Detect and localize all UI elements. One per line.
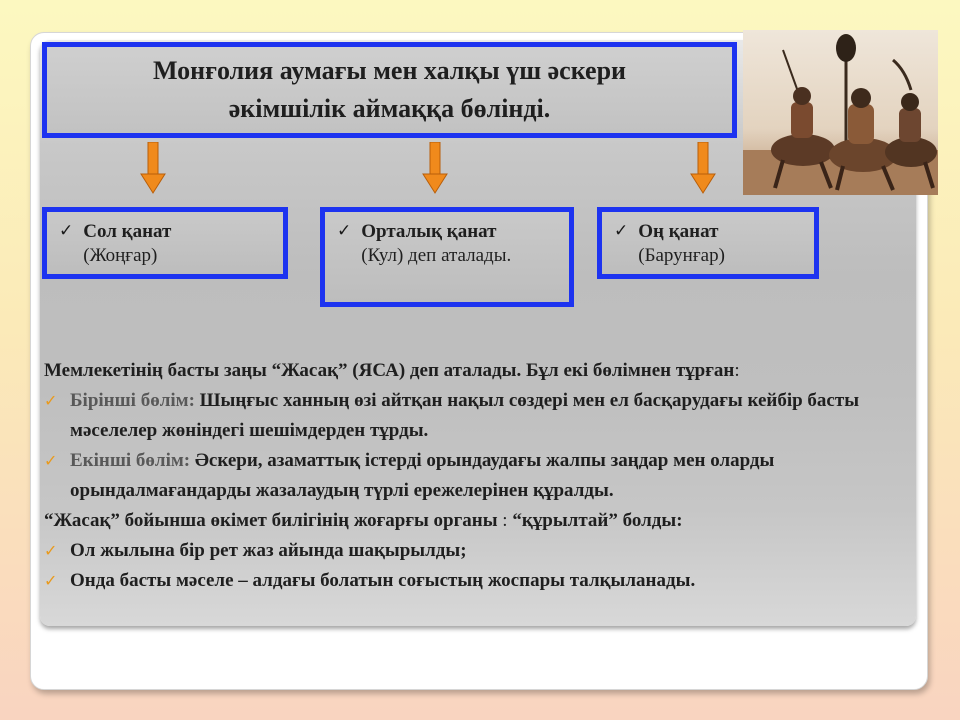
intro-paragraph <box>44 356 924 386</box>
orange-check-icon: ✓ <box>44 451 58 470</box>
list-item <box>44 386 924 446</box>
check-icon: ✓ <box>614 221 629 241</box>
part1-label: Бірінші бөлім: <box>70 390 195 411</box>
mongol-horsemen-photo <box>743 30 938 195</box>
wing-box-left <box>42 207 288 279</box>
down-arrow-icon <box>140 142 166 194</box>
kurultai-colon: : <box>502 510 508 531</box>
title-line-2: әкімшілік аймаққа бөлінді. <box>228 94 551 123</box>
orange-check-icon: ✓ <box>44 571 58 590</box>
wing-name: Оң қанат <box>638 221 719 242</box>
list-item <box>44 536 924 566</box>
body-text <box>44 356 924 596</box>
kurultai-text-b: “құрылтай” болды: <box>507 510 683 531</box>
intro-colon: : <box>734 360 740 381</box>
orange-check-icon: ✓ <box>44 541 58 560</box>
part2-text: Әскери, азаматтық істерді орындаудағы жалпы заңдар мен оларды орындалмағандарды жазалаудың түрлі ережелерінен құралды. <box>70 450 775 501</box>
wing-detail: (Кул) деп аталады. <box>361 245 512 266</box>
part2-label: Екінші бөлім: <box>70 450 191 471</box>
wing-detail: (Жоңғар) <box>83 245 158 266</box>
title-line-1: Монғолия аумағы мен халқы үш әскери <box>152 56 627 85</box>
list-item <box>44 566 924 596</box>
kurultai-paragraph <box>44 506 924 536</box>
wing-name: Орталық қанат <box>361 221 497 242</box>
wing-detail: (Барунғар) <box>638 245 725 266</box>
orange-check-icon: ✓ <box>44 391 58 410</box>
down-arrow-icon <box>690 142 716 194</box>
wing-box-center <box>320 207 574 307</box>
part1-text: Шыңғыс ханның өзі айтқан нақыл сөздері мен ел басқарудағы кейбір басты мәселелер жөніндегі шешімдерден тұрды. <box>70 390 860 441</box>
title-box <box>42 42 737 138</box>
down-arrow-icon <box>422 142 448 194</box>
point1-text: Ол жылына бір рет жаз айында шақырылды; <box>70 540 467 561</box>
check-icon: ✓ <box>337 221 352 241</box>
kurultai-text-a: “Жасақ” бойынша өкімет билігінің жоғарғы органы <box>44 510 503 531</box>
wing-box-right <box>597 207 819 279</box>
wing-name: Сол қанат <box>83 221 172 242</box>
intro-text: Мемлекетінің басты заңы “Жасақ” (ЯСА) деп аталады. Бұл екі бөлімнен тұрған <box>44 360 735 381</box>
list-item <box>44 446 924 506</box>
point2-text: Онда басты мәселе – алдағы болатын соғыстың жоспары талқыланады. <box>70 570 696 591</box>
check-icon: ✓ <box>59 221 74 241</box>
